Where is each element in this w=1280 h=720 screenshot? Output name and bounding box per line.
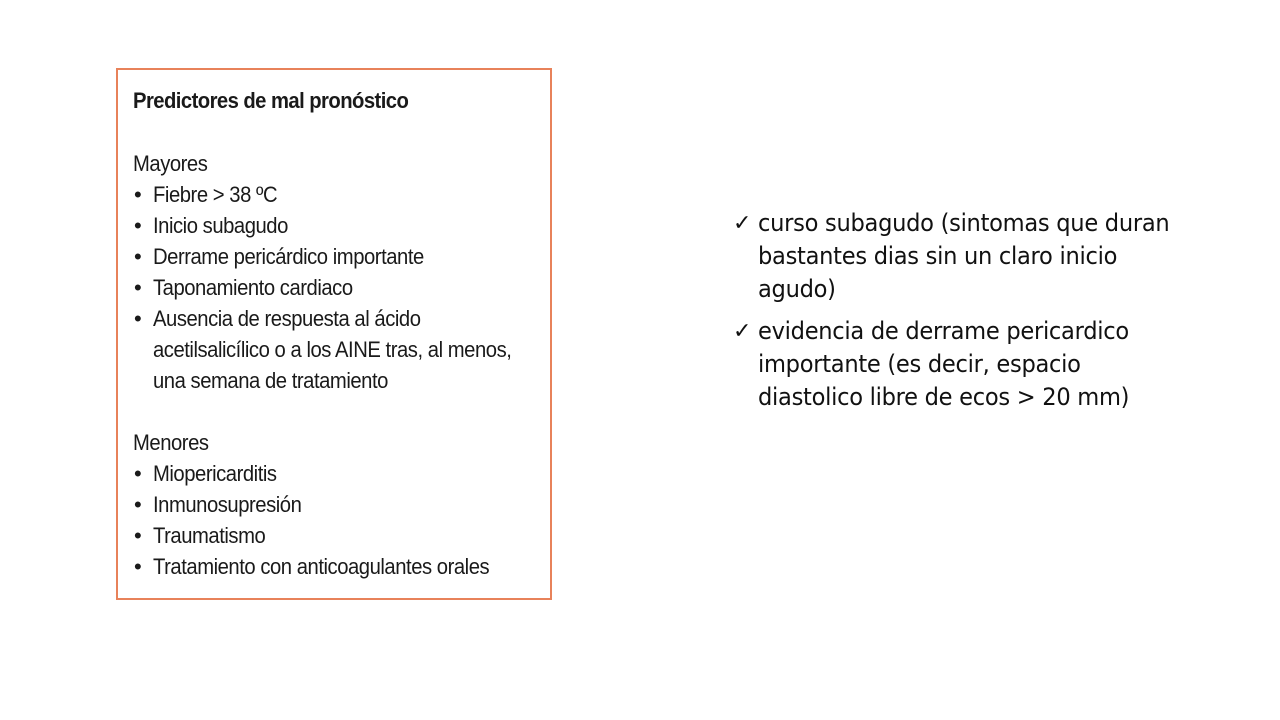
list-item: • Derrame pericárdico importante [133, 241, 550, 272]
box-title: Predictores de mal pronóstico [133, 88, 409, 113]
list-item: • Ausencia de respuesta al ácido acetilsalicílico o a los AINE tras, al menos, una semana de tratamiento [133, 303, 550, 396]
mayores-list [133, 179, 550, 396]
check-bullet-item [733, 315, 1203, 414]
list-item: • Tratamiento con anticoagulantes orales [133, 551, 550, 582]
section-title-menores: Menores [133, 430, 209, 455]
list-item: • Miopericarditis [133, 458, 550, 489]
check-bullet-item [733, 207, 1203, 306]
section-title-mayores: Mayores [133, 151, 208, 176]
list-item: • Traumatismo [133, 520, 550, 551]
check-icon: ✓ [733, 211, 752, 236]
list-item: • Fiebre > 38 ºC [133, 179, 550, 210]
check-bullets [733, 207, 1203, 423]
list-item: • Taponamiento cardiaco [133, 272, 550, 303]
bullet-text: evidencia de derrame pericardico importante (es decir, espacio diastolico libre de ecos > 20 mm) [758, 317, 1130, 411]
menores-list [133, 458, 550, 582]
list-item: • Inicio subagudo [133, 210, 550, 241]
check-icon: ✓ [733, 319, 752, 344]
list-item: • Inmunosupresión [133, 489, 550, 520]
predictors-box [116, 68, 552, 600]
bullet-text: curso subagudo (sintomas que duran bastantes dias sin un claro inicio agudo) [758, 209, 1170, 303]
